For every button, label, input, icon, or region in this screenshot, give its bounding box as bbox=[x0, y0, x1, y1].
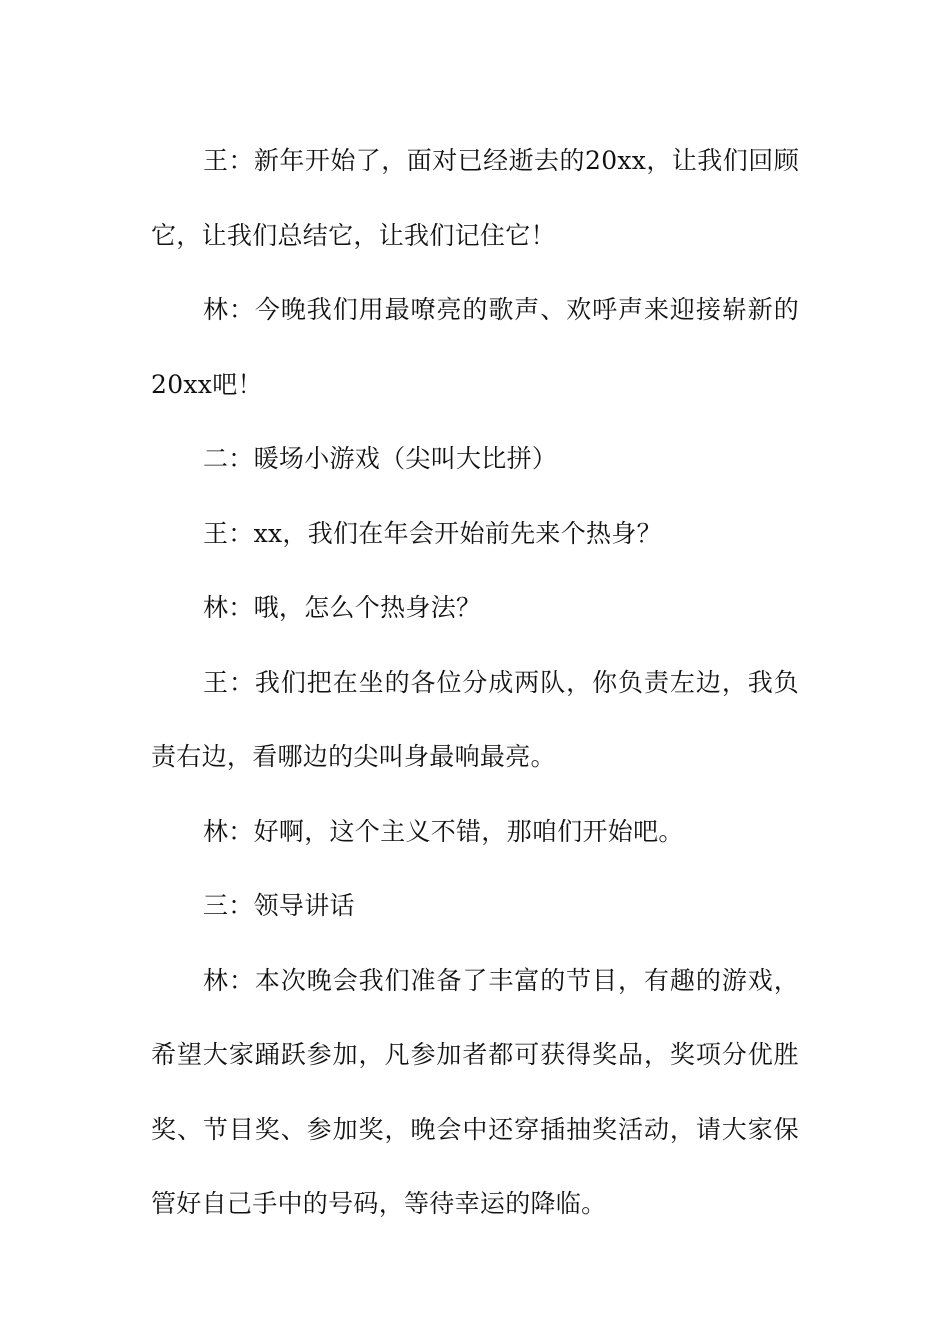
section-heading-warmup-game: 二：暖场小游戏（尖叫大比拼） bbox=[203, 444, 558, 473]
paragraph-wang-teams: 王：我们把在坐的各位分成两队，你负责左边，我负责右边，看哪边的尖叫身最响最亮。 bbox=[151, 667, 799, 771]
paragraph-lin-how: 林：哦，怎么个热身法？ bbox=[203, 593, 482, 622]
paragraph-lin-agree: 林：好啊，这个主义不错，那咱们开始吧。 bbox=[203, 816, 684, 846]
document-body bbox=[151, 124, 799, 1242]
section-heading-leader-speech: 三：领导讲话 bbox=[203, 891, 355, 920]
paragraph-wang-warmup: 王：xx，我们在年会开始前先来个热身？ bbox=[203, 518, 662, 548]
paragraph-lin-welcome: 林：今晚我们用最嘹亮的歌声、欢呼声来迎接崭新的20xx吧！ bbox=[151, 295, 799, 399]
paragraph-lin-program: 林：本次晚会我们准备了丰富的节目，有趣的游戏，希望大家踊跃参加，凡参加者都可获得奖品，奖项分优胜奖、节目奖、参加奖，晚会中还穿插抽奖活动，请大家保管好自己手中的号码，等待幸运的降临。 bbox=[151, 965, 799, 1218]
paragraph-wang-new-year: 王：新年开始了，面对已经逝去的20xx，让我们回顾它，让我们总结它，让我们记住它！ bbox=[151, 146, 799, 250]
